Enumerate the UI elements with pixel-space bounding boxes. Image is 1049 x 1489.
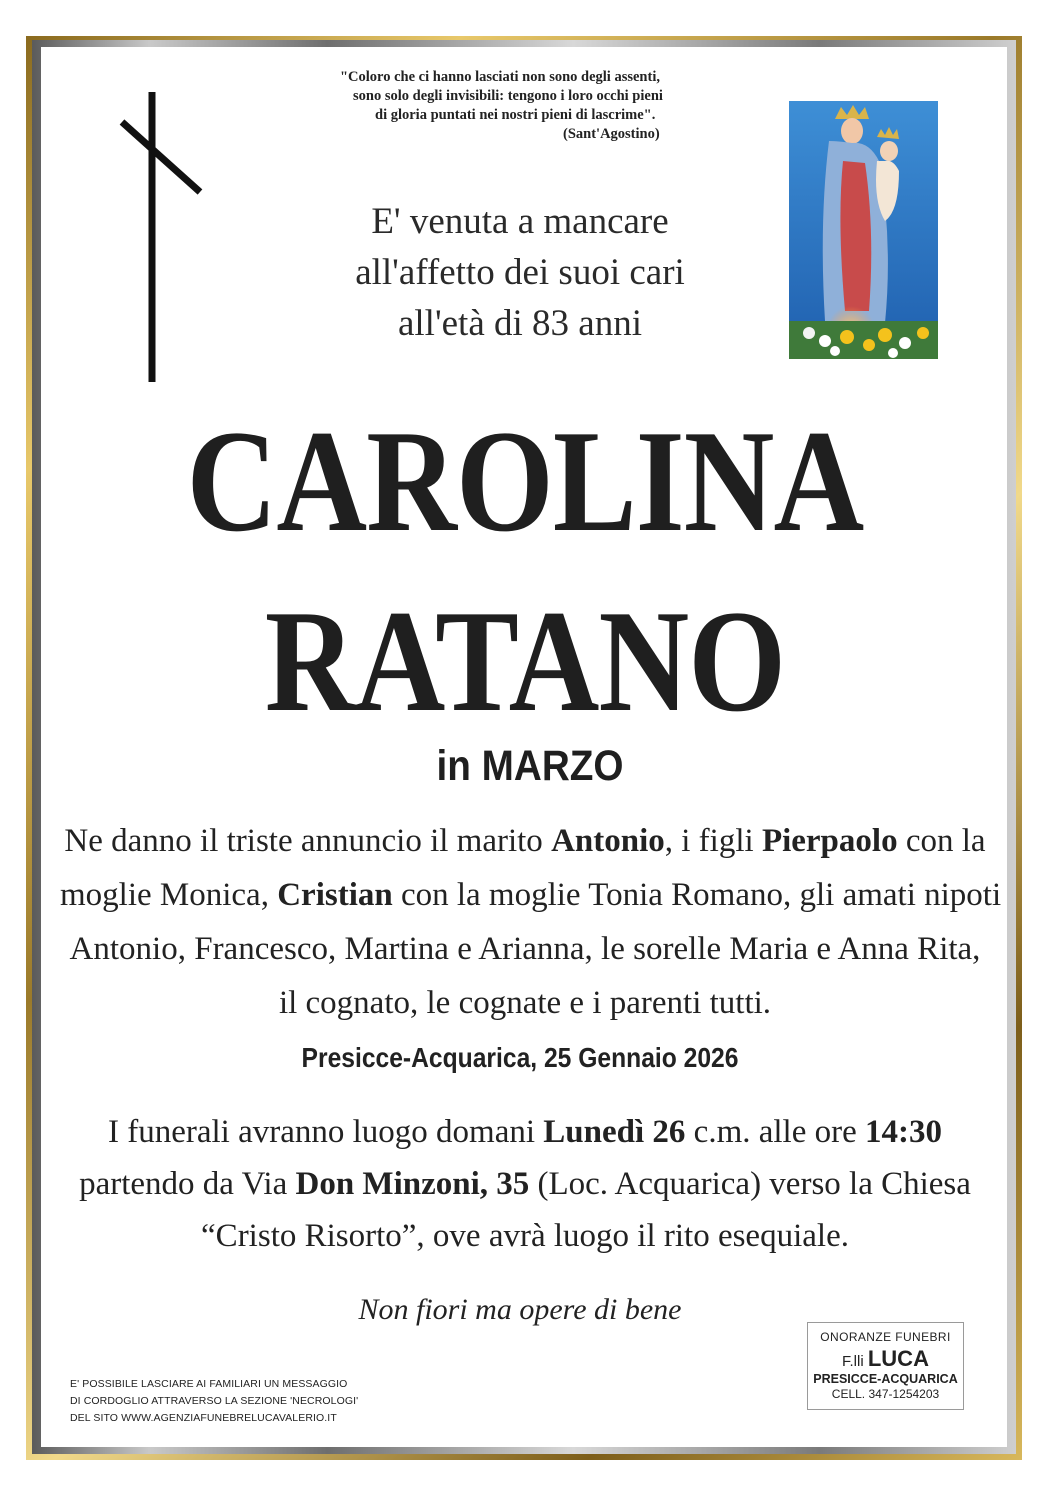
funeral-line-3: “Cristo Risorto”, ove avrà luogo il rito esequiale. — [201, 1218, 849, 1254]
place-date: Presicce-Acquarica, 25 Gennaio 2026 — [301, 1042, 739, 1073]
quote-author: (Sant'Agostino) — [563, 126, 660, 142]
announcement-text-span: Ne danno il triste annuncio il marito — [64, 823, 552, 859]
funeral-text-span: c.m. alle ore — [685, 1114, 866, 1150]
agency-prefix: F.lli — [842, 1353, 868, 1370]
flowers-note: Non fiori ma opere di bene — [358, 1293, 682, 1326]
condolence-line-3: DEL SITO WWW.AGENZIAFUNEBRELUCAVALERIO.IT — [70, 1412, 337, 1424]
agency-name — [808, 1346, 963, 1372]
agency-label: ONORANZE FUNEBRI — [820, 1330, 951, 1344]
announcement-line-2 — [60, 868, 1002, 922]
funeral-text-span: (Loc. Acquarica) verso la Chiesa — [529, 1166, 971, 1202]
intro-line-3: all'età di 83 anni — [397, 303, 642, 344]
funeral-agency-box — [807, 1322, 964, 1410]
intro-text — [290, 196, 750, 349]
married-name: in MARZO — [436, 742, 624, 790]
funeral-time: 14:30 — [865, 1114, 943, 1150]
funeral-details — [60, 1106, 990, 1262]
agency-phone: CELL. 347-1254203 — [831, 1387, 940, 1401]
condolence-line-2: DI CORDOGLIO ATTRAVERSO LA SEZIONE 'NECROLOGI' — [70, 1395, 359, 1407]
deceased-first-name: CAROLINA — [186, 400, 864, 562]
agency-town: PRESICCE-ACQUARICA — [813, 1372, 958, 1386]
quote-line-2: sono solo degli invisibili: tengono i loro occhi pieni — [353, 88, 663, 104]
condolence-line-1: E' POSSIBILE LASCIARE AI FAMILIARI UN MESSAGGIO — [70, 1378, 348, 1390]
quote-line-1: "Coloro che ci hanno lasciati non sono degli assenti, — [340, 69, 660, 85]
funeral-text-span: partendo da Via — [79, 1166, 296, 1202]
announcement-text-span: , i figli — [664, 823, 762, 859]
funeral-address: Don Minzoni, 35 — [295, 1166, 530, 1202]
announcement-text-span: moglie Monica, — [60, 877, 278, 913]
madonna-statue-image — [789, 101, 938, 359]
announcement-line-1 — [60, 814, 990, 868]
husband-name: Antonio — [551, 823, 665, 859]
funeral-line-1 — [60, 1106, 990, 1158]
announcement-line-3: Antonio, Francesco, Martina e Arianna, le sorelle Maria e Anna Rita, — [69, 931, 981, 967]
funeral-line-2 — [60, 1158, 990, 1210]
augustine-quote — [300, 68, 740, 144]
intro-line-2: all'affetto dei suoi cari — [355, 252, 685, 293]
announcement-text — [60, 814, 1002, 1030]
funeral-text-span: I funerali avranno luogo domani — [107, 1114, 544, 1150]
announcement-text-span: con la moglie Tonia Romano, gli amati nipoti — [392, 877, 1002, 913]
son-name: Pierpaolo — [761, 823, 898, 859]
latin-cross-icon — [118, 92, 208, 384]
funeral-day: Lunedì 26 — [543, 1114, 686, 1150]
announcement-line-4: il cognato, le cognate e i parenti tutti. — [278, 985, 772, 1021]
announcement-text-span: con la — [897, 823, 986, 859]
agency-brand: LUCA — [867, 1346, 929, 1371]
quote-line-3: di gloria puntati nei nostri pieni di lascrime". — [375, 107, 656, 123]
son-name: Cristian — [277, 877, 393, 913]
intro-line-1: E' venuta a mancare — [371, 201, 669, 242]
deceased-last-name: RATANO — [264, 580, 786, 742]
condolence-note — [70, 1376, 390, 1427]
